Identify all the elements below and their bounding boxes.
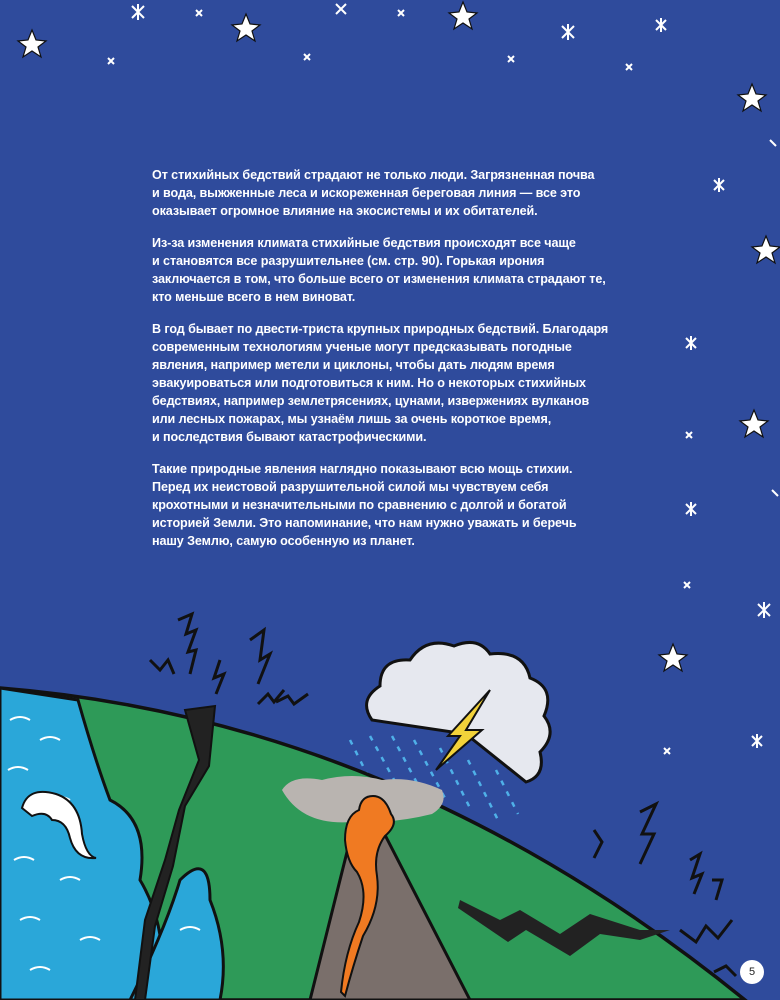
text-line: бедствиях, например землетрясениях, цунами, извержениях вулканов bbox=[152, 394, 590, 408]
text-line: Такие природные явления наглядно показывают всю мощь стихии. bbox=[152, 462, 573, 476]
paragraph bbox=[152, 320, 622, 446]
text-line: историей Земли. Это напоминание, что нам нужно уважать и беречь bbox=[152, 516, 577, 530]
star-icon bbox=[449, 2, 477, 29]
page-number: 5 bbox=[740, 960, 764, 984]
text-line: Перед их неистовой разрушительной силой мы чувствуем себя bbox=[152, 480, 549, 494]
star-icon bbox=[738, 84, 766, 111]
text-line: кто меньше всего в нем виноват. bbox=[152, 290, 356, 304]
paragraph bbox=[152, 166, 622, 220]
star-icon bbox=[18, 30, 46, 57]
text-line: нашу Землю, самую особенную из планет. bbox=[152, 534, 415, 548]
text-line: и вода, выжженные леса и искореженная береговая линия — все это bbox=[152, 186, 581, 200]
text-line: и становятся все разрушительнее (см. стр. 90). Горькая ирония bbox=[152, 254, 545, 268]
paragraph bbox=[152, 460, 622, 550]
cloud bbox=[367, 642, 551, 782]
text-line: эвакуироваться или подготовиться к ним. Но о некоторых стихийных bbox=[152, 376, 586, 390]
text-line: и последствия бывают катастрофическими. bbox=[152, 430, 427, 444]
star-icon bbox=[752, 236, 780, 263]
article-text bbox=[152, 166, 622, 564]
paragraph bbox=[152, 234, 622, 306]
text-line: явления, например метели и циклоны, чтобы дать людям время bbox=[152, 358, 555, 372]
text-line: Из-за изменения климата стихийные бедствия происходят все чаще bbox=[152, 236, 576, 250]
star-icon bbox=[740, 410, 768, 437]
text-line: В год бывает по двести-триста крупных природных бедствий. Благодаря bbox=[152, 322, 609, 336]
star-icon bbox=[232, 14, 260, 41]
text-line: или лесных пожарах, мы узнаём лишь за очень короткое время, bbox=[152, 412, 552, 426]
text-line: современным технологиям ученые могут предсказывать погодные bbox=[152, 340, 572, 354]
text-line: От стихийных бедствий страдают не только люди. Загрязненная почва bbox=[152, 168, 595, 182]
text-line: оказывает огромное влияние на экосистемы и их обитателей. bbox=[152, 204, 538, 218]
text-line: заключается в том, что больше всего от изменения климата страдают те, bbox=[152, 272, 606, 286]
text-line: крохотными и незначительными по сравнению с долгой и богатой bbox=[152, 498, 567, 512]
star-icon bbox=[659, 644, 687, 671]
